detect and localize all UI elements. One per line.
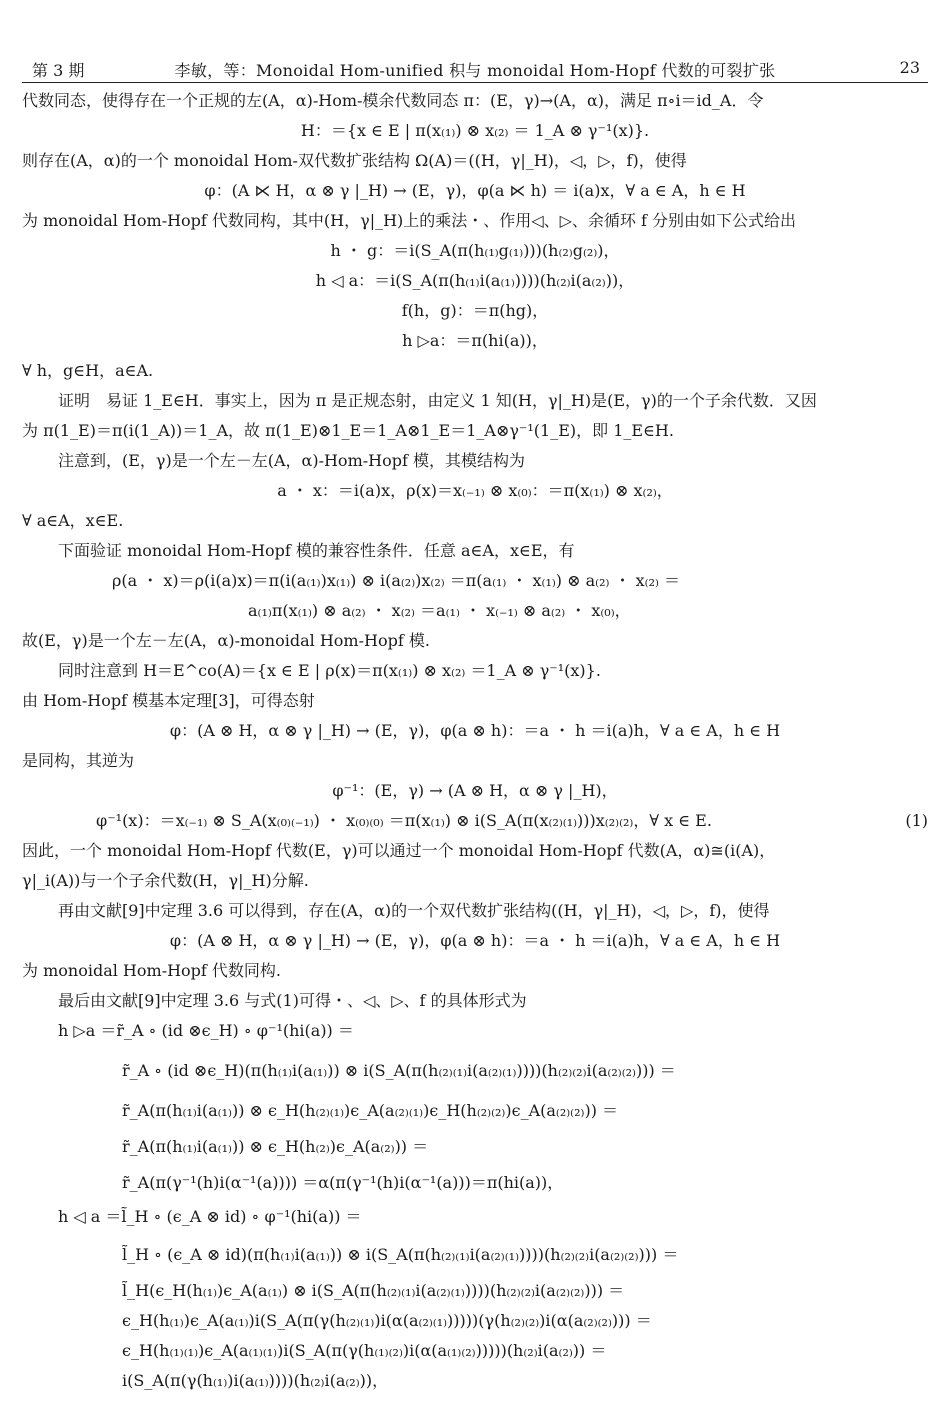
text-line: [22, 630, 928, 652]
text-line: [0, 930, 950, 952]
text-line: [0, 480, 950, 502]
text-line: [58, 1020, 928, 1042]
text-line-content: h ◁ a ＝l̃_H ∘ (ϵ_A ⊗ id) ∘ φ⁻¹(hi(a)) ＝: [58, 1207, 362, 1226]
text-line-content: ρ(a ・ x)＝ρ(i(a)x)＝π(i(a₍₁₎)x₍₁₎) ⊗ i(a₍₂₎)x₍₂₎ ＝π(a₍₁₎ ・ x₍₁₎) ⊗ a₍₂₎ ・ x₍₂₎ ＝: [112, 571, 680, 590]
text-line-content: r̃_A(π(h₍₁₎i(a₍₁₎)) ⊗ ϵ_H(h₍₂₎₍₁₎)ϵ_A(a₍₂₎₍₁₎)ϵ_H(h₍₂₎₍₂₎)ϵ_A(a₍₂₎₍₂₎)) ＝: [122, 1101, 619, 1120]
text-line-content: h ・ g：＝i(S_A(π(h₍₁₎g₍₁₎)))(h₍₂₎g₍₂₎)，: [330, 241, 620, 260]
text-line: [58, 540, 928, 562]
text-line-content: ϵ_H(h₍₁₎)ϵ_A(a₍₁₎)i(S_A(π(γ(h₍₂₎₍₁₎)i(α(a₍₂₎₍₁₎)))))(γ(h₍₂₎₍₂₎)i(α(a₍₂₎₍₂₎))) ＝: [122, 1311, 652, 1330]
text-line-content: r̃_A(π(h₍₁₎i(a₍₁₎)) ⊗ ϵ_H(h₍₂₎)ϵ_A(a₍₂₎)) ＝: [122, 1137, 429, 1156]
text-line: [22, 960, 928, 982]
text-line-content: l̃_H ∘ (ϵ_A ⊗ id)(π(h₍₁₎i(a₍₁₎)) ⊗ i(S_A(π(h₍₂₎₍₁₎i(a₍₂₎₍₁₎))))(h₍₂₎₍₂₎i(a₍₂₎₍₂₎))) ＝: [122, 1245, 679, 1264]
text-line: [58, 450, 928, 472]
text-line-content: 为 monoidal Hom-Hopf 代数同构，其中(H，γ|_H)上的乘法・、作用◁、▷、余循环 f 分别由如下公式给出: [22, 211, 796, 230]
text-line: [22, 510, 928, 532]
text-line: [0, 180, 950, 202]
text-line: [22, 870, 928, 892]
text-line: [22, 750, 928, 772]
issue-label: 第 3 期: [32, 61, 85, 80]
text-line: [0, 120, 950, 142]
text-line: [22, 420, 928, 442]
text-line: [0, 270, 950, 292]
text-line-content: 代数同态，使得存在一个正规的左(A，α)-Hom-模余代数同态 π：(E，γ)→(A，α)，满足 π∘i＝id_A．令: [22, 91, 764, 110]
text-line-content: 因此，一个 monoidal Hom-Hopf 代数(E，γ)可以通过一个 monoidal Hom-Hopf 代数(A，α)≅(i(A)，: [22, 841, 776, 860]
text-line-content: l̃_H(ϵ_H(h₍₁₎)ϵ_A(a₍₁₎) ⊗ i(S_A(π(h₍₂₎₍₁₎i(a₍₂₎₍₁₎))))(h₍₂₎₍₂₎i(a₍₂₎₍₂₎))) ＝: [122, 1281, 625, 1300]
text-line-content: 由 Hom-Hopf 模基本定理[3]，可得态射: [22, 691, 315, 710]
text-line: [122, 1136, 928, 1158]
text-line: [0, 300, 950, 322]
text-line-content: 为 monoidal Hom-Hopf 代数同构.: [22, 961, 282, 980]
text-line: [0, 240, 950, 262]
text-line: [58, 390, 928, 412]
text-line: [22, 360, 928, 382]
equation-number: (1): [905, 811, 928, 830]
text-line-content: a ・ x：＝i(a)x，ρ(x)＝x₍₋₁₎ ⊗ x₍₀₎：＝π(x₍₁₎) ⊗ x₍₂₎，: [277, 481, 673, 500]
text-line-content: φ：(A ⊗ H，α ⊗ γ |_H) → (E，γ)，φ(a ⊗ h)：＝a ・ h ＝i(a)h，∀ a ∈ A，h ∈ H: [169, 931, 781, 950]
text-line: [96, 810, 928, 832]
text-line-content: φ：(A ⋉ H，α ⊗ γ |_H) → (E，γ)，φ(a ⋉ h) ＝ i(a)x，∀ a ∈ A，h ∈ H: [204, 181, 746, 200]
text-line: [22, 210, 928, 232]
text-line-content: 注意到，(E，γ)是一个左－左(A，α)-Hom-Hopf 模，其模结构为: [58, 451, 525, 470]
text-line: [0, 330, 950, 352]
page-number: 23: [899, 58, 920, 77]
text-line: [0, 780, 950, 802]
text-line-content: r̃_A ∘ (id ⊗ϵ_H)(π(h₍₁₎i(a₍₁₎)) ⊗ i(S_A(π(h₍₂₎₍₁₎i(a₍₂₎₍₁₎))))(h₍₂₎₍₂₎i(a₍₂₎₍₂₎))) ＝: [122, 1061, 676, 1080]
text-line-content: h ▷a：＝π(hi(a))，: [402, 331, 548, 350]
text-line-content: H：＝{x ∈ E | π(x₍₁₎) ⊗ x₍₂₎ ＝ 1_A ⊗ γ⁻¹(x)}.: [300, 121, 650, 140]
text-line: [22, 150, 928, 172]
text-line: [58, 660, 928, 682]
text-line-content: ϵ_H(h₍₁₎₍₁₎)ϵ_A(a₍₁₎₍₁₎)i(S_A(π(γ(h₍₁₎₍₂₎)i(α(a₍₁₎₍₂₎)))))(h₍₂₎i(a₍₂₎)) ＝: [122, 1341, 607, 1360]
text-line-content: ∀ a∈A，x∈E.: [22, 511, 124, 530]
running-header: [22, 52, 928, 83]
running-title: 李敏，等：Monoidal Hom-unified 积与 monoidal Hom-Hopf 代数的可裂扩张: [174, 61, 776, 80]
text-line: [122, 1100, 928, 1122]
text-line-content: h ▷a ＝r̃_A ∘ (id ⊗ϵ_H) ∘ φ⁻¹(hi(a)) ＝: [58, 1021, 354, 1040]
text-line-content: h ◁ a：＝i(S_A(π(h₍₁₎i(a₍₁₎))))(h₍₂₎i(a₍₂₎))，: [315, 271, 635, 290]
text-line-content: a₍₁₎π(x₍₁₎) ⊗ a₍₂₎ ・ x₍₂₎ ＝a₍₁₎ ・ x₍₋₁₎ ⊗ a₍₂₎ ・ x₍₀₎，: [248, 601, 631, 620]
text-line-content: 下面验证 monoidal Hom-Hopf 模的兼容性条件．任意 a∈A，x∈E，有: [58, 541, 575, 560]
text-line: [112, 570, 928, 592]
text-line: [58, 990, 928, 1012]
text-line-content: 是同构，其逆为: [22, 751, 135, 770]
text-line-content: i(S_A(π(γ(h₍₁₎)i(a₍₁₎))))(h₍₂₎i(a₍₂₎))，: [122, 1371, 389, 1390]
text-line-content: 则存在(A，α)的一个 monoidal Hom-双代数扩张结构 Ω(A)＝((H，γ|_H)，◁，▷，f)，使得: [22, 151, 687, 170]
text-line: [58, 1206, 928, 1228]
text-line: [0, 720, 950, 742]
text-line: [248, 600, 928, 622]
text-line-content: r̃_A(π(γ⁻¹(h)i(α⁻¹(a)))) ＝α(π(γ⁻¹(h)i(α⁻¹(a)))＝π(hi(a))，: [122, 1173, 564, 1192]
text-line-content: 为 π(1_E)＝π(i(1_A))＝1_A，故 π(1_E)⊗1_E＝1_A⊗1_E＝1_A⊗γ⁻¹(1_E)，即 1_E∈H.: [22, 421, 674, 440]
text-line-content: φ⁻¹(x)：＝x₍₋₁₎ ⊗ S_A(x₍₀₎₍₋₁₎) ・ x₍₀₎₍₀₎ ＝π(x₍₁₎) ⊗ i(S_A(π(x₍₂₎₍₁₎)))x₍₂₎₍₂₎，∀ x ∈ E.: [96, 811, 712, 830]
text-line: [22, 90, 928, 112]
text-line: [122, 1244, 928, 1266]
text-line: [22, 690, 928, 712]
text-line-content: 证明 易证 1_E∈H．事实上，因为 π 是正规态射，由定义 1 知(H，γ|_H)是(E，γ)的一个子余代数．又因: [58, 391, 817, 410]
text-line-content: φ：(A ⊗ H，α ⊗ γ |_H) → (E，γ)，φ(a ⊗ h)：＝a ・ h ＝i(a)h，∀ a ∈ A，h ∈ H: [169, 721, 781, 740]
text-line: [122, 1370, 928, 1392]
text-line: [22, 840, 928, 862]
text-line: [122, 1340, 928, 1362]
text-line-content: 故(E，γ)是一个左－左(A，α)-monoidal Hom-Hopf 模.: [22, 631, 430, 650]
text-line-content: ∀ h，g∈H，a∈A.: [22, 361, 154, 380]
text-line-content: 最后由文献[9]中定理 3.6 与式(1)可得・、◁、▷、f 的具体形式为: [58, 991, 527, 1010]
text-line-content: f(h，g)：＝π(hg)，: [401, 301, 549, 320]
text-line: [122, 1172, 928, 1194]
text-line-content: φ⁻¹：(E，γ) → (A ⊗ H，α ⊗ γ |_H)，: [332, 781, 618, 800]
text-line-content: γ|_i(A))与一个子余代数(H，γ|_H)分解.: [22, 871, 309, 890]
text-line-content: 同时注意到 H＝E^co(A)＝{x ∈ E | ρ(x)＝π(x₍₁₎) ⊗ x₍₂₎ ＝1_A ⊗ γ⁻¹(x)}.: [58, 661, 601, 680]
text-line: [122, 1280, 928, 1302]
text-line-content: 再由文献[9]中定理 3.6 可以得到，存在(A，α)的一个双代数扩张结构((H，γ|_H)，◁，▷，f)，使得: [58, 901, 770, 920]
text-line: [122, 1060, 928, 1082]
text-line: [58, 900, 928, 922]
text-line: [122, 1310, 928, 1332]
